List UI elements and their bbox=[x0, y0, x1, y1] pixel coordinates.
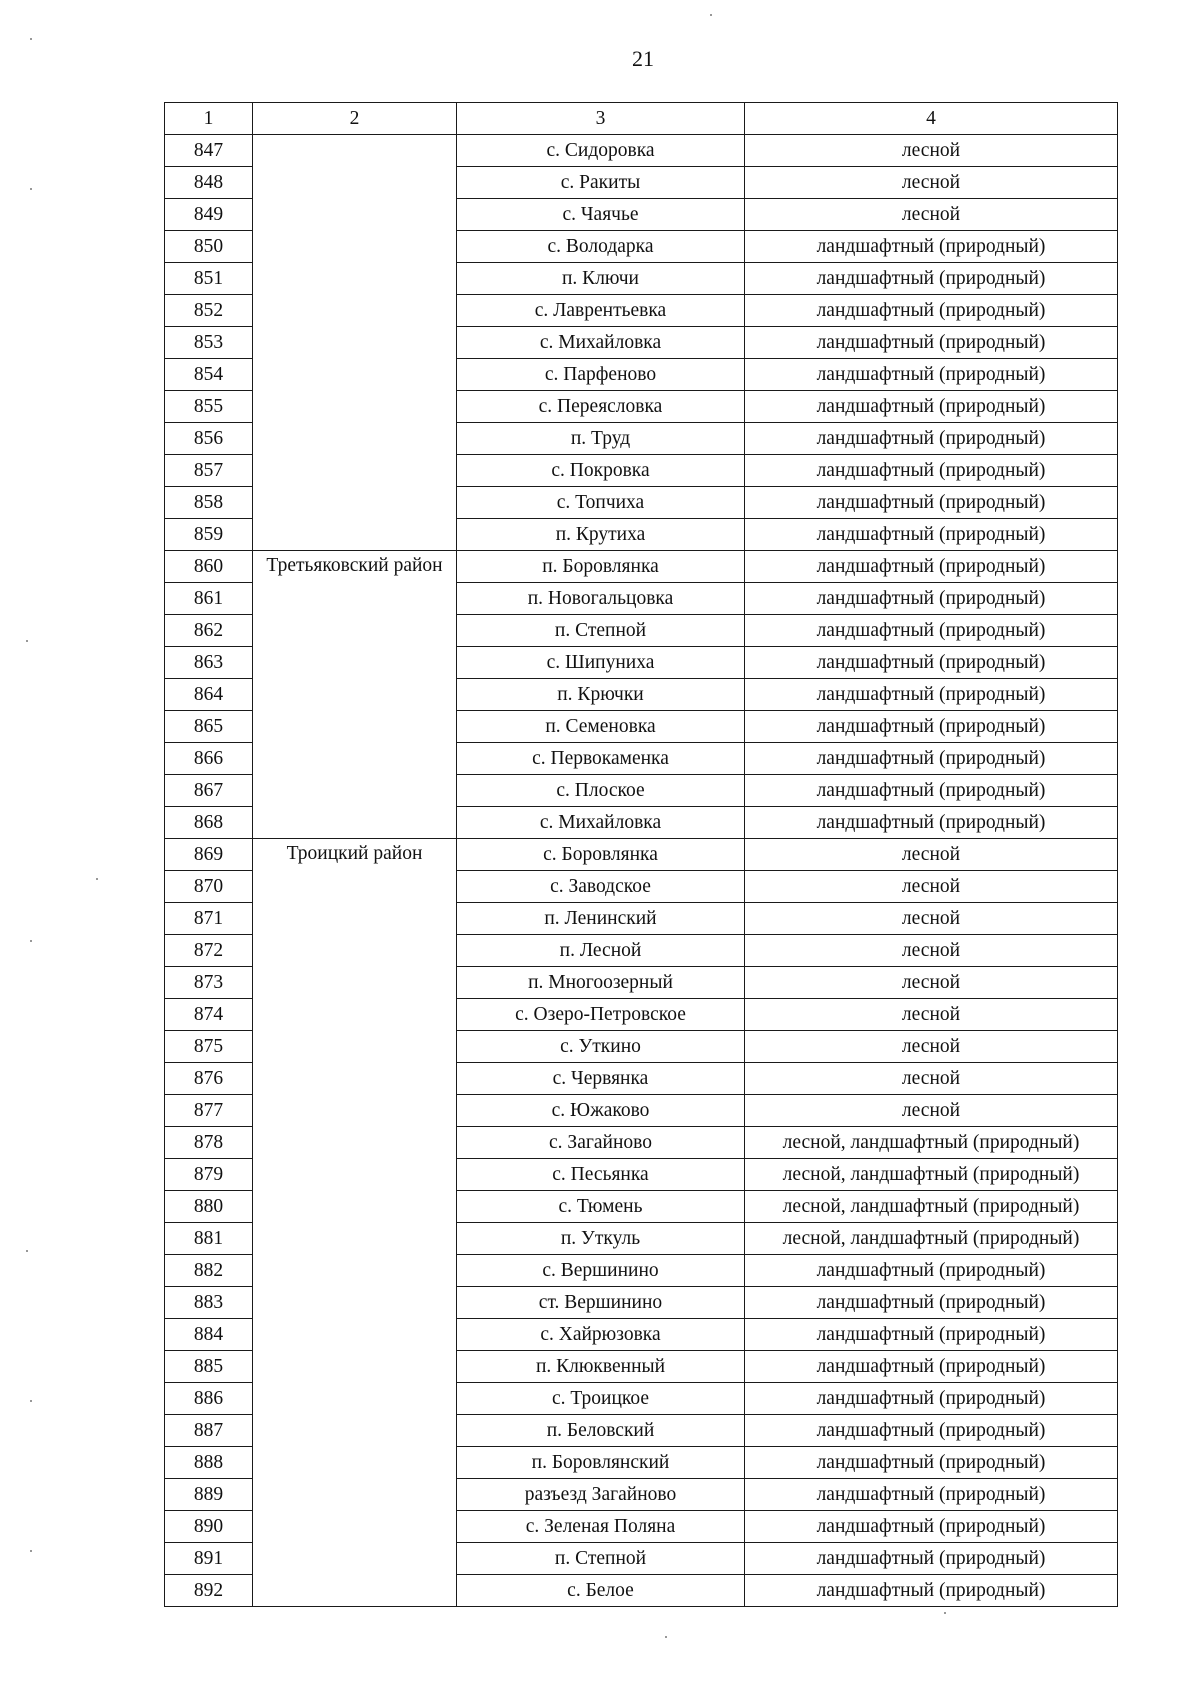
settlement-cell: п. Уткуль bbox=[457, 1223, 745, 1255]
settlement-cell: п. Крючки bbox=[457, 679, 745, 711]
resource-type-cell: ландшафтный (природный) bbox=[745, 455, 1118, 487]
settlement-cell: с. Озеро-Петровское bbox=[457, 999, 745, 1031]
resource-type-cell: ландшафтный (природный) bbox=[745, 487, 1118, 519]
row-number: 867 bbox=[165, 775, 253, 807]
resource-type-cell: ландшафтный (природный) bbox=[745, 807, 1118, 839]
settlement-cell: с. Михайловка bbox=[457, 807, 745, 839]
table-row bbox=[165, 551, 1118, 583]
resource-type-cell: ландшафтный (природный) bbox=[745, 583, 1118, 615]
row-number: 853 bbox=[165, 327, 253, 359]
settlement-cell: с. Переясловка bbox=[457, 391, 745, 423]
row-number: 872 bbox=[165, 935, 253, 967]
settlement-cell: п. Многоозерный bbox=[457, 967, 745, 999]
district-cell: Третьяковский район bbox=[253, 551, 457, 839]
row-number: 855 bbox=[165, 391, 253, 423]
row-number: 868 bbox=[165, 807, 253, 839]
row-number: 878 bbox=[165, 1127, 253, 1159]
settlement-cell: разъезд Загайново bbox=[457, 1479, 745, 1511]
settlement-cell: п. Степной bbox=[457, 1543, 745, 1575]
settlement-cell: с. Михайловка bbox=[457, 327, 745, 359]
row-number: 876 bbox=[165, 1063, 253, 1095]
row-number: 892 bbox=[165, 1575, 253, 1607]
resource-type-cell: ландшафтный (природный) bbox=[745, 359, 1118, 391]
row-number: 861 bbox=[165, 583, 253, 615]
resource-type-cell: ландшафтный (природный) bbox=[745, 615, 1118, 647]
resource-type-cell: лесной bbox=[745, 999, 1118, 1031]
resource-type-cell: ландшафтный (природный) bbox=[745, 1383, 1118, 1415]
header-cell-2: 2 bbox=[253, 103, 457, 135]
settlement-cell: с. Первокаменка bbox=[457, 743, 745, 775]
settlement-cell: с. Уткино bbox=[457, 1031, 745, 1063]
row-number: 869 bbox=[165, 839, 253, 871]
row-number: 859 bbox=[165, 519, 253, 551]
settlement-cell: п. Боровлянка bbox=[457, 551, 745, 583]
row-number: 850 bbox=[165, 231, 253, 263]
row-number: 847 bbox=[165, 135, 253, 167]
row-number: 877 bbox=[165, 1095, 253, 1127]
settlement-cell: п. Новогальцовка bbox=[457, 583, 745, 615]
row-number: 864 bbox=[165, 679, 253, 711]
resource-type-cell: ландшафтный (природный) bbox=[745, 263, 1118, 295]
settlement-cell: с. Тюмень bbox=[457, 1191, 745, 1223]
settlement-cell: с. Лаврентьевка bbox=[457, 295, 745, 327]
row-number: 891 bbox=[165, 1543, 253, 1575]
scan-speck bbox=[30, 940, 32, 942]
resource-type-cell: ландшафтный (природный) bbox=[745, 1319, 1118, 1351]
settlement-cell: с. Троицкое bbox=[457, 1383, 745, 1415]
settlement-cell: с. Парфеново bbox=[457, 359, 745, 391]
settlement-cell: п. Труд bbox=[457, 423, 745, 455]
resource-type-cell: лесной, ландшафтный (природный) bbox=[745, 1159, 1118, 1191]
settlement-cell: с. Белое bbox=[457, 1575, 745, 1607]
row-number: 880 bbox=[165, 1191, 253, 1223]
resource-type-cell: лесной bbox=[745, 135, 1118, 167]
resource-type-cell: ландшафтный (природный) bbox=[745, 1255, 1118, 1287]
resource-type-cell: ландшафтный (природный) bbox=[745, 327, 1118, 359]
row-number: 879 bbox=[165, 1159, 253, 1191]
scan-speck bbox=[710, 14, 712, 16]
resource-type-cell: лесной bbox=[745, 967, 1118, 999]
scan-speck bbox=[26, 1250, 28, 1252]
table-body bbox=[165, 135, 1118, 1607]
resource-type-cell: ландшафтный (природный) bbox=[745, 551, 1118, 583]
settlement-cell: п. Крутиха bbox=[457, 519, 745, 551]
settlement-cell: с. Песьянка bbox=[457, 1159, 745, 1191]
resource-type-cell: ландшафтный (природный) bbox=[745, 711, 1118, 743]
district-cell bbox=[253, 135, 457, 551]
scan-speck bbox=[30, 1550, 32, 1552]
header-cell-1: 1 bbox=[165, 103, 253, 135]
settlement-cell: с. Загайново bbox=[457, 1127, 745, 1159]
resource-type-cell: ландшафтный (природный) bbox=[745, 775, 1118, 807]
settlement-cell: с. Вершинино bbox=[457, 1255, 745, 1287]
scan-speck bbox=[30, 188, 32, 190]
settlement-cell: п. Боровлянский bbox=[457, 1447, 745, 1479]
settlement-cell: с. Хайрюзовка bbox=[457, 1319, 745, 1351]
resource-type-cell: ландшафтный (природный) bbox=[745, 1575, 1118, 1607]
resource-type-cell: лесной bbox=[745, 1095, 1118, 1127]
row-number: 862 bbox=[165, 615, 253, 647]
resource-type-cell: ландшафтный (природный) bbox=[745, 1447, 1118, 1479]
row-number: 870 bbox=[165, 871, 253, 903]
row-number: 873 bbox=[165, 967, 253, 999]
resort-table bbox=[164, 102, 1118, 1607]
settlement-cell: ст. Вершинино bbox=[457, 1287, 745, 1319]
row-number: 890 bbox=[165, 1511, 253, 1543]
row-number: 865 bbox=[165, 711, 253, 743]
settlement-cell: с. Шипуниха bbox=[457, 647, 745, 679]
row-number: 871 bbox=[165, 903, 253, 935]
table-row bbox=[165, 135, 1118, 167]
resource-type-cell: ландшафтный (природный) bbox=[745, 519, 1118, 551]
row-number: 882 bbox=[165, 1255, 253, 1287]
district-cell: Троицкий район bbox=[253, 839, 457, 1607]
row-number: 849 bbox=[165, 199, 253, 231]
settlement-cell: с. Ракиты bbox=[457, 167, 745, 199]
scan-speck bbox=[944, 1612, 946, 1614]
settlement-cell: п. Клюквенный bbox=[457, 1351, 745, 1383]
resource-type-cell: ландшафтный (природный) bbox=[745, 743, 1118, 775]
settlement-cell: с. Южаково bbox=[457, 1095, 745, 1127]
resource-type-cell: лесной bbox=[745, 167, 1118, 199]
resource-type-cell: лесной bbox=[745, 903, 1118, 935]
resource-type-cell: лесной bbox=[745, 935, 1118, 967]
row-number: 881 bbox=[165, 1223, 253, 1255]
resource-type-cell: ландшафтный (природный) bbox=[745, 391, 1118, 423]
resource-type-cell: ландшафтный (природный) bbox=[745, 231, 1118, 263]
settlement-cell: с. Володарка bbox=[457, 231, 745, 263]
row-number: 883 bbox=[165, 1287, 253, 1319]
resource-type-cell: лесной bbox=[745, 871, 1118, 903]
row-number: 884 bbox=[165, 1319, 253, 1351]
scan-speck bbox=[30, 1400, 32, 1402]
row-number: 860 bbox=[165, 551, 253, 583]
resource-type-cell: лесной, ландшафтный (природный) bbox=[745, 1127, 1118, 1159]
resource-type-cell: ландшафтный (природный) bbox=[745, 423, 1118, 455]
row-number: 874 bbox=[165, 999, 253, 1031]
settlement-cell: с. Зеленая Поляна bbox=[457, 1511, 745, 1543]
row-number: 851 bbox=[165, 263, 253, 295]
settlement-cell: п. Беловский bbox=[457, 1415, 745, 1447]
row-number: 889 bbox=[165, 1479, 253, 1511]
scan-speck bbox=[96, 878, 98, 880]
table-row bbox=[165, 839, 1118, 871]
settlement-cell: с. Боровлянка bbox=[457, 839, 745, 871]
row-number: 863 bbox=[165, 647, 253, 679]
row-number: 857 bbox=[165, 455, 253, 487]
row-number: 854 bbox=[165, 359, 253, 391]
resource-type-cell: ландшафтный (природный) bbox=[745, 1415, 1118, 1447]
settlement-cell: п. Семеновка bbox=[457, 711, 745, 743]
resource-type-cell: лесной bbox=[745, 839, 1118, 871]
settlement-cell: с. Заводское bbox=[457, 871, 745, 903]
settlement-cell: с. Чаячье bbox=[457, 199, 745, 231]
resource-type-cell: ландшафтный (природный) bbox=[745, 1543, 1118, 1575]
settlement-cell: п. Лесной bbox=[457, 935, 745, 967]
resource-type-cell: ландшафтный (природный) bbox=[745, 647, 1118, 679]
resource-type-cell: лесной bbox=[745, 1063, 1118, 1095]
header-cell-4: 4 bbox=[745, 103, 1118, 135]
resource-type-cell: ландшафтный (природный) bbox=[745, 1511, 1118, 1543]
scan-speck bbox=[30, 38, 32, 40]
settlement-cell: с. Покровка bbox=[457, 455, 745, 487]
scan-speck bbox=[26, 640, 28, 642]
row-number: 885 bbox=[165, 1351, 253, 1383]
resource-type-cell: лесной, ландшафтный (природный) bbox=[745, 1223, 1118, 1255]
settlement-cell: с. Топчиха bbox=[457, 487, 745, 519]
resource-type-cell: лесной bbox=[745, 1031, 1118, 1063]
scan-speck bbox=[665, 1636, 667, 1638]
resource-type-cell: ландшафтный (природный) bbox=[745, 679, 1118, 711]
row-number: 887 bbox=[165, 1415, 253, 1447]
settlement-cell: с. Плоское bbox=[457, 775, 745, 807]
row-number: 886 bbox=[165, 1383, 253, 1415]
header-row bbox=[165, 103, 1118, 135]
resource-type-cell: ландшафтный (природный) bbox=[745, 1287, 1118, 1319]
settlement-cell: п. Ключи bbox=[457, 263, 745, 295]
row-number: 875 bbox=[165, 1031, 253, 1063]
resource-type-cell: ландшафтный (природный) bbox=[745, 1351, 1118, 1383]
page-number: 21 bbox=[632, 46, 654, 71]
row-number: 852 bbox=[165, 295, 253, 327]
resource-type-cell: ландшафтный (природный) bbox=[745, 1479, 1118, 1511]
settlement-cell: п. Степной bbox=[457, 615, 745, 647]
row-number: 888 bbox=[165, 1447, 253, 1479]
resource-type-cell: лесной, ландшафтный (природный) bbox=[745, 1191, 1118, 1223]
resource-type-cell: лесной bbox=[745, 199, 1118, 231]
settlement-cell: с. Червянка bbox=[457, 1063, 745, 1095]
settlement-cell: с. Сидоровка bbox=[457, 135, 745, 167]
row-number: 848 bbox=[165, 167, 253, 199]
row-number: 858 bbox=[165, 487, 253, 519]
settlement-cell: п. Ленинский bbox=[457, 903, 745, 935]
header-cell-3: 3 bbox=[457, 103, 745, 135]
row-number: 856 bbox=[165, 423, 253, 455]
resource-type-cell: ландшафтный (природный) bbox=[745, 295, 1118, 327]
row-number: 866 bbox=[165, 743, 253, 775]
